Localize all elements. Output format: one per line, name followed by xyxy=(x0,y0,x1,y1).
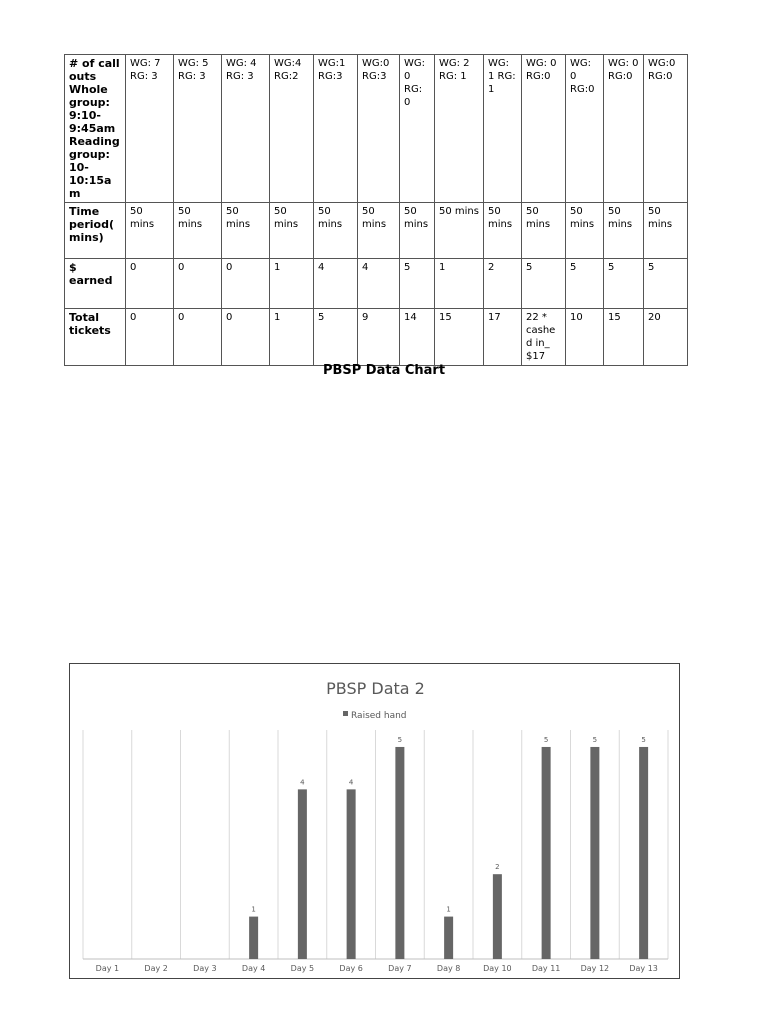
x-tick-label: Day 6 xyxy=(339,964,363,973)
table-cell: 5 xyxy=(314,309,358,366)
table-cell: 50 mins xyxy=(522,203,566,259)
chart-svg xyxy=(70,664,681,980)
table-cell: 50 mins xyxy=(174,203,222,259)
bar xyxy=(347,789,356,959)
table-cell: 50 mins xyxy=(435,203,484,259)
table-cell: 0 xyxy=(174,309,222,366)
bar xyxy=(444,917,453,959)
table-cell: 0 xyxy=(222,259,270,309)
table-cell: 5 xyxy=(400,259,435,309)
bar xyxy=(590,747,599,959)
table-cell: 50 mins xyxy=(400,203,435,259)
table-cell: 50 mins xyxy=(644,203,688,259)
data-label: 2 xyxy=(495,863,500,872)
x-tick-label: Day 2 xyxy=(144,964,168,973)
table-cell: WG:1 RG:3 xyxy=(314,55,358,203)
bar xyxy=(639,747,648,959)
table-cell: WG: 0 RG:0 xyxy=(522,55,566,203)
table-cell: 50 mins xyxy=(270,203,314,259)
x-tick-label: Day 7 xyxy=(388,964,412,973)
x-tick-label: Day 1 xyxy=(95,964,120,973)
x-tick-label: Day 12 xyxy=(580,964,610,973)
table-row xyxy=(65,55,688,203)
x-tick-label: Day 4 xyxy=(241,964,266,973)
table-cell: 10 xyxy=(566,309,604,366)
row-header: # of call outs Whole group: 9:10-9:45am Reading group: 10-10:15am xyxy=(65,55,126,203)
chart-title: PBSP Data 2 xyxy=(326,679,425,698)
table-cell: WG: 7 RG: 3 xyxy=(126,55,174,203)
bar xyxy=(395,747,404,959)
table-cell: 15 xyxy=(435,309,484,366)
x-tick-label: Day 8 xyxy=(436,964,461,973)
table-cell: 20 xyxy=(644,309,688,366)
data-label: 1 xyxy=(251,905,256,914)
table-cell: 22 * cashed in_ $17 xyxy=(522,309,566,366)
table-cell: 5 xyxy=(604,259,644,309)
table-row xyxy=(65,309,688,366)
table-row xyxy=(65,259,688,309)
table-cell: WG:4 RG:2 xyxy=(270,55,314,203)
table-cell: 50 mins xyxy=(484,203,522,259)
bar xyxy=(249,917,258,959)
table-cell: WG: 5 RG: 3 xyxy=(174,55,222,203)
table-cell: 5 xyxy=(522,259,566,309)
table-cell: WG: 0 RG:0 xyxy=(604,55,644,203)
row-header: Total tickets xyxy=(65,309,126,366)
table-cell: 14 xyxy=(400,309,435,366)
data-table xyxy=(64,54,688,366)
table-cell: 1 xyxy=(270,259,314,309)
data-label: 4 xyxy=(300,778,305,787)
bar-chart xyxy=(69,663,680,979)
row-header: $ earned xyxy=(65,259,126,309)
table-cell: 15 xyxy=(604,309,644,366)
table-cell: 2 xyxy=(484,259,522,309)
table-row xyxy=(65,203,688,259)
table-cell: 50 mins xyxy=(566,203,604,259)
row-header: Time period( mins) xyxy=(65,203,126,259)
legend-label: Raised hand xyxy=(351,711,407,721)
table-cell: WG: 4 RG: 3 xyxy=(222,55,270,203)
bar xyxy=(493,874,502,959)
data-label: 5 xyxy=(641,735,646,744)
table-cell: 0 xyxy=(174,259,222,309)
table-cell: WG:0 RG:0 xyxy=(644,55,688,203)
table-cell: 0 xyxy=(126,259,174,309)
table-cell: WG: 2 RG: 1 xyxy=(435,55,484,203)
table-cell: 1 xyxy=(435,259,484,309)
data-label: 5 xyxy=(397,735,403,744)
table-cell: 50 mins xyxy=(604,203,644,259)
table-cell: WG: 0 RG:0 xyxy=(566,55,604,203)
table-cell: 5 xyxy=(644,259,688,309)
x-tick-label: Day 10 xyxy=(483,964,512,973)
table-cell: WG: 1 RG: 1 xyxy=(484,55,522,203)
table-cell: 50 mins xyxy=(358,203,400,259)
data-label: 1 xyxy=(446,905,451,914)
table-cell: WG:0 RG:3 xyxy=(358,55,400,203)
table-cell: 0 xyxy=(222,309,270,366)
legend-swatch xyxy=(343,711,348,716)
x-tick-label: Day 5 xyxy=(290,964,315,973)
table-cell: 17 xyxy=(484,309,522,366)
table-cell: 5 xyxy=(566,259,604,309)
bar xyxy=(298,789,307,959)
x-tick-label: Day 3 xyxy=(193,964,217,973)
table-cell: 50 mins xyxy=(222,203,270,259)
table-cell: 4 xyxy=(314,259,358,309)
table-cell: 50 mins xyxy=(126,203,174,259)
data-label: 5 xyxy=(592,735,598,744)
table-caption: PBSP Data Chart xyxy=(322,363,446,378)
x-tick-label: Day 13 xyxy=(629,964,658,973)
data-label: 4 xyxy=(348,778,354,787)
table-cell: 0 xyxy=(126,309,174,366)
x-tick-label: Day 11 xyxy=(531,964,561,973)
table-cell: WG: 0 RG: 0 xyxy=(400,55,435,203)
data-label: 5 xyxy=(543,735,549,744)
table-cell: 1 xyxy=(270,309,314,366)
table-cell: 50 mins xyxy=(314,203,358,259)
table-cell: 9 xyxy=(358,309,400,366)
table-cell: 4 xyxy=(358,259,400,309)
bar xyxy=(542,747,551,959)
